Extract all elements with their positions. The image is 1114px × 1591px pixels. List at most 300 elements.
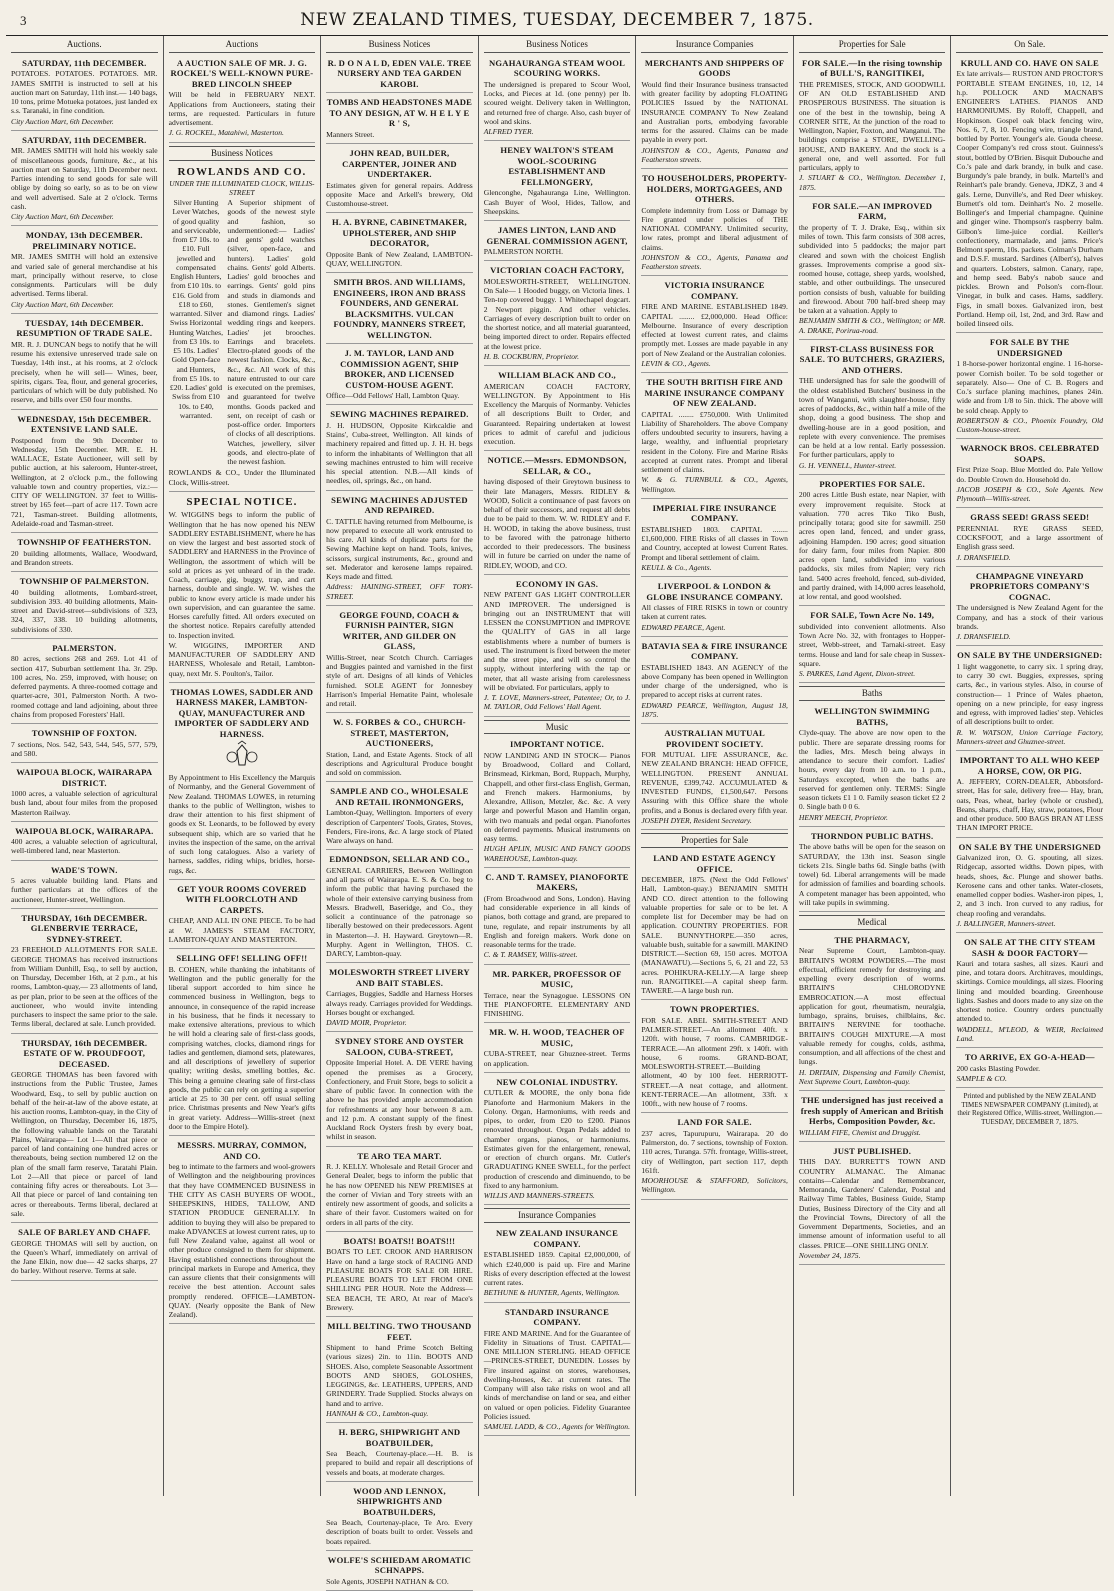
advertisement [484, 56, 631, 141]
royal-arms-icon [223, 741, 261, 771]
ad-signature: J. G. ROCKEL, Matahiwi, Masterton. [168, 128, 284, 138]
ad-signature: JACOB JOSEPH & CO., Sole Agents. New Plymouth—Willis-street. [956, 484, 1104, 504]
ad-signature: WADDELL, M'LEOD, & WEIR, Reclaimed Land. [956, 1024, 1104, 1043]
advertisement [326, 275, 473, 344]
ad-body: 5 acres valuable building land. Plans and further particulars at the offices of the auctioneer, Hunter-street, Wellington. [11, 876, 158, 904]
advertisement [484, 967, 631, 1024]
ad-body: PALMERSTON NORTH. [483, 247, 564, 257]
ad-body: CUBA-STREET, near Ghuznee-street. Terms on application. [483, 1049, 631, 1068]
advertisement [326, 346, 473, 405]
ad-body: Opposite Bank of New Zealand, LAMBTON-QUAY, WELLINGTON. [326, 249, 473, 269]
advertisement [641, 501, 788, 577]
ad-body: GENERAL CARRIERS, Between Wellington and all parts of Wairarapa. E. S. & Co. beg to inform the public that having purchased the whole of their extensive carrying business from Messrs. Bradwell, Baseridge, and Co., they solicit a continuance of the patronage so liberally bestowed on their predecessors. Agent in Masterton—J. H. Hayward. Greytown—R. Murphy. Agent in Wellington, THOS. C. DARCY, Lambton-quay. [326, 865, 473, 959]
advertisement [484, 368, 631, 451]
ad-heading: WOOD AND LENNOX, SHIPWRIGHTS AND BOATBUILDERS, [353, 1485, 446, 1517]
ad-signature: BENJAMIN SMITH & CO., Wellington; or MR. A. DRAKE, Porirua-road. [798, 316, 946, 335]
advertisement [326, 1034, 473, 1146]
advertisement [169, 1138, 316, 1324]
ad-body: THE PREMISES, STOCK, AND GOODWILL OF AN OLD ESTABLISHED AND PROSPEROUS BUSINESS. The situation is one of the best in the township, being A CORNER SITE, At the junction of the road to Wellington, Napier, Foxton, and Wanganui. The buildings comprise a STORE, DWELLING-HOUSE, AND BAKERY. And the stock is a general one, and well assorted. For full particulars, apply to [798, 79, 946, 173]
advertisement [326, 56, 473, 93]
ad-signature: HUGH APLIN, MUSIC AND FANCY GOODS WAREHOUSE, Lambton-quay. [483, 844, 631, 863]
column-4 [479, 36, 637, 1496]
advertisement [11, 316, 158, 410]
advertisement [11, 412, 158, 533]
advertisement [169, 164, 316, 492]
ad-heading: TO HOUSEHOLDERS, PROPERTY-HOLDERS, MORTGAGEES, AND OTHERS. [642, 173, 788, 205]
ad-signature: HANNAH & CO., Lambton-quay. [326, 1408, 429, 1418]
section-heading: Baths [799, 686, 946, 701]
advertisement [799, 1093, 946, 1142]
ad-heading: THORNDON PUBLIC BATHS. [810, 830, 934, 841]
ad-signature: J. STUART & CO., Wellington. December 1, 1875. [798, 173, 946, 192]
ad-heading: FOR SALE, Town Acre No. 149, [810, 610, 935, 621]
ad-signature: City Auction Mart, 6th December. [11, 212, 114, 222]
ad-signature: Address: HAINING-STREET, OFF TORY-STREET. [326, 582, 473, 601]
ad-heading: JUST PUBLISHED. [833, 1145, 912, 1156]
ad-heading: JAMES LINTON, LAND AND GENERAL COMMISSION AGENT, [486, 225, 628, 246]
ad-body: Complete indemnity from Loss or Damage by Fire granted under policies of THE NATIONAL COMPANY. Unlimited security, low rates, prompt and liberal adjustment of claims. [641, 205, 788, 252]
ad-heading: TOWNSHIP OF FOXTON. [31, 728, 137, 739]
ad-heading: VICTORIA INSURANCE COMPANY. [664, 280, 765, 301]
ad-body: 1 light waggonette, to carry six. 1 spring dray, to carry 30 cwt. Buggies, expresses, spring carts, &c., in various styles. Also, in course of construction— 1 Prince of Wales phaeton, opening on a new principle, for easy ingress and egress, with improved ladies' step. Vehicles of all descriptions built to order. [956, 661, 1104, 727]
ad-heading: TOMBS AND HEADSTONES MADE TO ANY DESIGN, AT W. H E L Y E R ' S, [326, 97, 473, 129]
ad-body: Will be held in FEBRUARY NEXT. Applications from Auctioneers, stating their terms, are requested. Particulars in future advertisement. [168, 90, 316, 128]
ad-body: POTATOES. POTATOES. POTATOES. MR. JAMES SMITH is instructed to sell at his auction mart on Saturday, 11th inst.— 140 bags, 10 tons, prime Motueka potatoes, just landed ex s.s. Taranaki, in fine condition. [11, 69, 158, 116]
ad-signature: H. DRITAIN, Dispensing and Family Chemist, Next Supreme Court, Lambton-quay. [798, 1067, 946, 1086]
ad-body: 80 acres, sections 268 and 269. Lot 41 of section 417, Suburban settlement 1ha. 3r. 29p. 100 acres, No. 259, improved, with house; on deferred payments. A three-roomed cottage and quarter-acre, 301, Palmerston North. A two-roomed cottage and land adjoining, about three chains from proposed Foresters' Hall. [11, 654, 158, 719]
advertisement [326, 146, 473, 213]
section-heading: Insurance Companies [484, 1208, 631, 1223]
ad-body: A Superior shipment of goods of the newest style and fashion, so undermentioned:— Ladies' and gents' gold watches (silver, open-face, and hunters). Ladies' gold chains. Gents' gold Alberts. Ladies' gold brooches and earrings. Gents' gold pins and studs in diamonds and stones. Gentlemen's signet and diamond rings. Ladies' wedding rings and keepers. Ladies' jet brooches. Earrings and bracelets. Electro-plated goods of the newest fashion. Clocks, &c., &c., &c. All work of this nature entrusted to our care is executed on the premises, and guaranteed for twelve months. Goods packed and sent, on receipt of cash or post-office order. Importers of clocks of all descriptions. Watches, jewellery, silver goods, and electro-plate of the newest fashion. [227, 198, 316, 467]
ad-heading: THE SOUTH BRITISH FIRE AND MARINE INSURANCE COMPANY OF NEW ZEALAND. [644, 377, 785, 409]
column-1 [6, 36, 164, 1496]
ad-heading: WAIPOUA BLOCK, WAIRARAPA DISTRICT. [16, 767, 153, 788]
ad-heading: IMPERIAL FIRE INSURANCE COMPANY. [652, 502, 777, 524]
advertisement [641, 1115, 788, 1199]
ad-heading: R. D O N A L D, EDEN VALE. TREE NURSERY AND TEA GARDEN KAROBI. [327, 57, 472, 89]
ad-signature: JOHNSTON & CO., Agents, Panama and Featherston streets. [641, 145, 788, 164]
advertisement [11, 726, 158, 763]
ad-body: ESTABLISHED 1843. AN AGENCY of the above Company has been opened in Wellington under charge of the undersigned, who is prepared to accept risks at current rates. [641, 662, 788, 700]
ad-signature: J. BALLINGER, Manners-street. [956, 918, 1056, 928]
ad-body: Sea Beach, Courtenay-place.—H. B. is prepared to build and repair all descriptions of vessels and boats, at moderate charges. [326, 1449, 473, 1477]
ad-body: CAPITAL ........ £750,000. With Unlimited Liability of Shareholders. The above Company offers undoubted security to insurers, having a large, wealthy, and influential proprietary resident in the Colony. Fire and Marine Risks accepted at current rates. Prompt and liberal settlement of claims. [641, 409, 788, 475]
ad-body: 7 sections, Nos. 542, 543, 544, 545, 577, 579, and 580. [11, 739, 158, 758]
ad-heading: SALE OF BARLEY AND CHAFF. [18, 1227, 151, 1238]
ad-heading: MILL BELTING. TWO THOUSAND FEET. [327, 1321, 472, 1342]
ad-heading: MESSRS. MURRAY, COMMON, AND CO. [177, 1140, 307, 1161]
ad-heading: VICTORIAN COACH FACTORY, [490, 265, 624, 276]
ad-body: Kauri and totara sashes, all sizes. Kauri and pine, and totara doors. Architraves, mouldings, skirtings. Cornice mouldings, all sizes. Flooring lining and moulded boarding. Greenhouse lights. Sashes and doors made to any size on the shortest notice. Country orders punctually attended to. [956, 958, 1104, 1024]
ad-body: 237 acres, Tapurupuru, Wairarapa. 20 do Palmerston, do. 7 sections, township of Foxton. 110 acres, Turanga. 57ft. frontage, Willis-street, city of Wellington, part section 117, depth 161ft. [641, 1128, 788, 1175]
ad-body: Lambton-Quay, Wellington. Importers of every description of Carpenters' Tools, Grates, Stoves, Fenders, Fire-irons, &c. A large stock of Plated Ware always on hand. [326, 808, 473, 846]
ad-heading: THURSDAY, 16th DECEMBER. ESTATE OF W. PROUDFOOT, DECEASED. [21, 1037, 148, 1069]
advertisement [169, 951, 316, 1136]
ad-body: R. J. KELLY. Wholesale and Retail Grocer and General Dealer, begs to inform the public that he has now OPENED his NEW PREMISES at the corner of Vivian and Tory streets with an entirely new assortment of goods, and solicits a share of their favor. Customers waited on for orders in all parts of the city. [326, 1162, 473, 1227]
ad-body: First Prize Soap. Blue Mottled do. Pale Yellow do. Double Crown do. Household do. [956, 465, 1104, 484]
ad-body: A. JEFFERY, CORN-DEALER, Abbotsford-street, Has for sale, delivery free— Hay, bran, oats, Peas, wheat, barley (whole or crushed), Beans, sharps, chaff, Hay, straw, potatoes, Flour and other produce. 500 BAGS BRAN AT LESS THAN IMPORT PRICE. [956, 777, 1104, 833]
columns [6, 36, 1108, 1586]
ad-body: J. H. HUDSON, Opposite Kirkcaldie and Stains', Cuba-street, Wellington. All kinds of machinery repaired and fitted up. J. H. H. begs to inform the inhabitants of Wellington that all sewing machines entrusted to him will receive his special attention. N.B.—All kinds of needles, oil, springs, &c., on hand. [326, 420, 473, 486]
ad-heading: NEW COLONIAL INDUSTRY. [496, 1076, 618, 1087]
column-2 [164, 36, 322, 1496]
ad-heading: SPECIAL NOTICE. [186, 495, 298, 508]
advertisement [169, 56, 316, 143]
ad-body: Would find their Insurance business transacted with greater facility by adopting FLOATING POLICIES Issued by the NATIONAL INSURANCE COMPANY To New Zealand and Australian ports, embodying favorable terms for the assured. Claims can be made payable in every port. [641, 79, 788, 145]
advertisement [799, 933, 946, 1091]
advertisement [326, 1149, 473, 1232]
ad-body: Silver Hunting Lever Watches, of good quality and serviceable, from £7 10s. to £10. Full jewelled and compensated English Hunters, from £10 10s. to £16. Gold from £18 to £60, warranted. Silver Swiss Horizontal Hunting Watches, from £3 10s. to £5 10s. Ladies' Gold Open-face and Hunters, from £5 10s. to £20. Ladies' gold Swiss from £10 10s. to £40, warranted. [168, 198, 224, 420]
ad-heading: FOR SALE BY THE UNDERSIGNED [989, 337, 1070, 358]
column-heading: Properties for Sale [799, 38, 946, 53]
ad-signature: ALFRED TYER. [483, 127, 534, 137]
ad-heading: TE ARO TEA MART. [357, 1150, 442, 1161]
ad-signature: J. DRANSFIELD. [956, 632, 1011, 642]
ad-body: Willis-Street, near Scotch Church. Carriages and Buggies painted and varnished in the first style of art. Designs of all kinds of Vehicles furnished. SOLE AGENT for Jonnesbey Harrison's Imperial Hematite Paint, wholesale and retail. [326, 652, 473, 709]
ad-heading: PROPERTIES FOR SALE. [819, 478, 925, 489]
advertisement [484, 870, 631, 965]
advertisement [641, 639, 788, 724]
advertisement [956, 648, 1103, 751]
column-heading: Insurance Companies [641, 38, 788, 53]
ad-signature: JOHNSTON & CO., Agents, Panama and Featherston streets. [641, 252, 788, 272]
advertisement [641, 375, 788, 499]
ad-body: Sea Beach, Courtenay-place, Te Aro. Every description of boats built to order. Vessels and boats repaired. [326, 1518, 473, 1546]
column-6 [794, 36, 952, 1496]
ad-heading: SEWING MACHINES ADJUSTED AND REPAIRED. [331, 494, 468, 516]
advertisement [11, 574, 158, 639]
ad-heading: SYDNEY STORE AND OYSTER SALOON, CUBA-STREET, [335, 1036, 464, 1057]
ad-heading: MERCHANTS AND SHIPPERS OF GOODS [644, 57, 785, 79]
ad-heading: NOTICE.—Messrs. EDMONDSON, SELLAR, & CO., [487, 455, 627, 476]
ad-signature: SAMPLE & CO. [956, 1073, 1007, 1083]
ad-signature: G. H. VENNELL, Hunter-street. [798, 460, 897, 470]
advertisement [326, 852, 473, 963]
advertisement [799, 1144, 946, 1265]
advertisement [326, 493, 473, 606]
advertisement [799, 608, 946, 683]
advertisement [326, 1319, 473, 1423]
ad-heading: THE undersigned has just received a fresh supply of American and British Herbs, Composition Powder, &c. [800, 1095, 944, 1127]
advertisement [799, 199, 946, 340]
ad-heading: NEW ZEALAND INSURANCE COMPANY. [496, 1228, 619, 1249]
ad-heading: ON SALE BY THE UNDERSIGNED [958, 841, 1101, 852]
column-heading: Business Notices [484, 38, 631, 53]
column-heading: Auctions [169, 38, 316, 53]
ad-body: MR. JAMES SMITH will hold his weekly sale of miscellaneous goods, furniture, &c., at his auction mart on Saturday, 11th December next. Parties intending to send goods for sale will oblige by doing so early, so as to be on view and well advertised. Sale at 2 o'clock. Terms cash. [11, 146, 158, 211]
ad-body: CUTLER & MOORE, the only bona fide Pianoforte and Harmonium Makers in the Colony. Organ, Harmoniums, with reeds and pipes, to order, from £20 to £200. Pianos renovated throughout. Organ Pedals added to chamber organs, pianos, or harmoniums. Estimates given for the enlargement, renewal, or erection of church organs. Mr. Cutler's GRADUATING KNEE SWELL, for the perfect production of crescendo and diminuendo, to be fixed to any harmonium. [483, 1088, 631, 1190]
advertisement [641, 171, 788, 276]
ad-body: Terrace, near the Synagogue. LESSONS ON THE PIANOFORTE. ELEMENTARY AND FINISHING. [483, 990, 631, 1019]
ad-body: The undersigned is New Zealand Agent for the Company, and has a stock of their various brands. [956, 603, 1104, 631]
advertisement [11, 824, 158, 861]
ad-heading: THOMAS LOWES, SADDLER AND HARNESS MAKER, LAMBTON-QUAY, MANUFACTURER AND IMPORTER OF SADDLERY AND HARNESS. [170, 686, 314, 739]
advertisement [484, 1025, 631, 1072]
ad-heading: GEORGE FOUND, COACH & FURNISH PAINTER, SIGN WRITER, AND GILDER ON GLASS, [339, 609, 460, 652]
advertisement [11, 56, 158, 131]
ad-body: Ex late arrivals— RUSTON AND PROCTOR'S PORTABLE STEAM ENGINES, 10, 12, 14 h.p. POLLOCK AND MACNAB'S ENGINEER'S LATHES. PIANOS AND HARMONIUMS. By Roloff, Chappell, and Hopkinson. Gospel oak black fencing wire, Nos. 6, 7, 8, 10. Fencing wire, triangle brand, bottled by Porter. Younger's ale. Gouda cheese. Cooper Company's red cross stout. Guinness's stout, bottled by O'Brien. Bisquit Dubouche and Co.'s pale and dark brandy, in bulk and case. Burgundy's pale brandy, in bulk. Martell's and Reinhart's pale brandy. Geneva, JDKZ, 3 and 4 gals. Lerne, Dunville's, and Red Deer whiskey. Burnett's old tom. Deinhart's No. 2 moselle. Bollinger's and Imperial champagne. Quinine and ginger wine. Thompson's raspberry balm. Gilbon's lime-juice cordial. Keiller's confectionery, marmalade, and jams. Price's Belmont sperm, 10s. packets. Colman's Durham and D.S.F. mustard. Sardines (Albert's), halves and quarters. Lobsters, salmon. Canary, rape, and hemp seed. Baby's nabob sauce and pickles. Brown and Polson's corn-flour. Vinegar, in bulk and cases. Hams, saddlery. Figs, in small boxes. Galvanized iron, best Portland. Hemp oil, 1st, 2nd, and 3rd. Raw and boiled linseed oils. [956, 69, 1104, 329]
ad-body: GEORGE THOMAS has been favored with instructions from the Public Trustee, James Woodward, Esq., to sell by public auction on behalf of the heir-at-law of the above estate, at his auction rooms, Lambton-quay, in the City of Wellington, on Thursday, December 16, 1875, the following valuable lands on the Taratahi Plains, Wairarapa— Lot 1—All that piece or parcel of land containing one hundred acres or thereabouts, being section numbered 12 on the plan of the small farm reserve, Taratahi Plain. Lot 2—All that piece or parcel of land containing fifty acres or thereabouts. Lot 3—All that piece or parcel of land containing ten acres or thereabouts. Terms liberal, declared at sale. [11, 1070, 158, 1218]
advertisement [326, 1484, 473, 1551]
ad-heading: MR. PARKER, PROFESSOR OF MUSIC, [492, 968, 622, 990]
ad-signature: EDWARD PEARCE, Agent. [641, 622, 726, 632]
ad-heading: SATURDAY, 11th DECEMBER. [22, 134, 147, 145]
page-number: 3 [20, 13, 27, 28]
advertisement [641, 851, 788, 1000]
advertisement [641, 1002, 788, 1113]
advertisement [956, 935, 1103, 1048]
ad-body: FOR MUTUAL LIFE ASSURANCE, &c. NEW ZEALAND BRANCH: HEAD OFFICE, WELLINGTON. PRESENT ANNUAL REVENUE, £399,742. ACCUMULATED & INVESTED FUNDS, £1,500,647. Persons Assuring with this Office share the whole profits, and a Bonus is declared every fifth year. [641, 750, 788, 815]
advertisement [326, 1553, 473, 1591]
ad-body: PERENNIAL RYE GRASS SEED, COCKSFOOT, and a large assortment of English grass seed. [956, 523, 1104, 552]
column-heading: On Sale. [956, 38, 1103, 53]
ad-heading: ROWLANDS AND CO. [177, 165, 307, 178]
ad-heading: LIVERPOOL & LONDON & GLOBE INSURANCE COMPANY. [646, 581, 783, 602]
ad-heading: STANDARD INSURANCE COMPANY. [505, 1306, 609, 1328]
ad-body: Opposite Imperial Hotel. A. DE VERE having opened the premises as a Grocery, Confectionery, and Fruit Store, begs to solicit a share of public favor. In connection with the above he has provided ample accommodation for refreshments at any hour between 8 a.m. and 12 p.m. A constant supply of the finest Auckland Rock Oysters fresh by every boat, whilst in season. [326, 1058, 473, 1142]
ad-body: Carriages, Buggies, Saddle and Harness Horses always ready. Carriages provided for Weddings. Horses bought or exchanged. [326, 989, 473, 1017]
ad-heading: TOWNSHIP OF FEATHERSTON. [17, 537, 152, 548]
ad-body: Postponed from the 9th December to Wednesday, 15th December. MR. E. H. WALLACE, Estate Auctioneer, will sell by public auction, at his saleroom, Hunter-street, Wellington, at 2 o'clock p.m., the following valuable town and country properties, viz.:— CITY OF WELLINGTON. 37 feet to Willis-street by 165 feet—part of acre 117. Town acre 721, Tasman-street. Building allotments, Adelaide-road and Tasman-street. [11, 435, 158, 528]
ad-body: 200 acres Little Bush estate, near Napier, with every improvement requisite. Stock at valuation. 770 acres Tiko Tiko Bush, principally totara; good site for sawmill. 250 acres open land, fenced, and under grass, adjoining Hampden. 190 acres; good situation for dairy farm, four miles from Napier. 800 acres open land, subdivided into various paddocks, six miles from Napier; very rich land. 5400 acres freehold, fenced, sub-divided, and partly drained, with 14,000 acres leasehold, at low rental, and good woolshed. [798, 490, 946, 602]
ad-signature: WILLIAM FIFE, Chemist and Druggist. [798, 1127, 921, 1137]
advertisement [484, 263, 631, 366]
advertisement [11, 228, 158, 313]
advertisement [326, 715, 473, 782]
ad-body: C. TATTLE having returned from Melbourne, is now prepared to execute all work entrusted to his care. All kinds of duplicate parts for the Sewing Machine kept on hand. Tools, knives, scissors, surgical instruments, &c., ground and set. Mederator and kerosene lamps repaired. Keys made and fitted. [326, 516, 473, 582]
ad-heading: C. AND T. RAMSEY, PIANOFORTE MAKERS, [485, 871, 629, 893]
advertisement [326, 965, 473, 1032]
ad-heading: WAIPOUA BLOCK, WAIRARAPA. [15, 825, 154, 836]
ad-body: Galvanized iron, O. G. spouting, all sizes. Ridgecap, assorted widths. Down pipes, with heads, shoes, &c. Plunge and shower baths. Kerosene cans and other tanks. Water-closets, enamelled copper bodies. Washer-iron pipes, 1, 2, and 3 inch. Iron curved to any radius, for cheap roofing and verandahs. [956, 853, 1104, 918]
ad-body: NOW LANDING AND IN STOCK— Pianos by Broadwood, Collard and Collard, Brinsmead, Kirkman, Bord, Ruppach, Murphy, Chappell, and other first-class English, German, and French makers. Harmoniums, by Alexandre, Allison, Metzler, &c. &c. A very large and powerful Mason and Hamlin organ, with two manuals and pedal organ. Pianofortes on deferred payments. Musical instruments on easy terms. [483, 750, 631, 844]
ad-body: AMERICAN COACH FACTORY, WELLINGTON. By Appointment to His Excellency the Marquis of Normanby. Vehicles of all descriptions Built to Order, and Guaranteed. Repairing undertaken at lowest prices to admit of careful and judicious execution. [483, 381, 631, 447]
ad-signature: ROBERTSON & CO., Phoenix Foundry, Old Custom-house-street. [956, 415, 1104, 435]
ad-heading: WADE'S TOWN. [51, 864, 118, 875]
advertisement [11, 765, 158, 822]
ad-heading: TOWN PROPERTIES. [670, 1004, 760, 1015]
ad-body: Sole Agents, JOSEPH NATHAN & CO. [326, 1576, 449, 1586]
ad-heading: SAMPLE AND CO., WHOLESALE AND RETAIL IRONMONGERS, [330, 786, 469, 807]
ad-heading: TUESDAY, 14th DECEMBER. RESUMPTION OF TRADE SALE. [16, 317, 153, 339]
ad-heading: W. S. FORBES & CO., CHURCH-STREET, MASTERTON, AUCTIONEERS, [333, 717, 466, 749]
ad-heading: BATAVIA SEA & FIRE INSURANCE COMPANY. [641, 640, 788, 662]
ad-heading: A AUCTION SALE OF MR. J. G. ROCKEL'S WELL-KNOWN PURE-BRED LINCOLN SHEEP [170, 57, 314, 89]
ad-heading: FIRST-CLASS BUSINESS FOR SALE. TO BUTCHERS, GRAZIERS, AND OTHERS. [799, 343, 945, 375]
advertisement [956, 335, 1103, 439]
ad-body: MR. R. J. DUNCAN begs to notify that he will resume his extensive unreserved trade sale on Tuesday, 14th inst., at his rooms, at 2 o'clock precisely, when he will sell— Wines, beer, spirits, cigars. Tea, flour, and general groceries, particulars of which will be duly published. No reserve, and bills over £50 four months. [11, 339, 158, 405]
ad-heading: EDMONDSON, SELLAR AND CO., [329, 854, 470, 865]
ad-heading: FOR SALE.—AN IMPROVED FARM, [812, 200, 933, 222]
ad-signature: C. & T. RAMSEY, Willis-street. [483, 950, 578, 960]
ad-heading: GRASS SEED! GRASS SEED! [970, 512, 1090, 523]
ad-heading: LAND AND ESTATE AGENCY OFFICE. [653, 853, 776, 874]
advertisement [956, 753, 1103, 837]
ad-heading: JOHN READ, BUILDER, CARPENTER, JOINER AND UNDERTAKER. [342, 148, 457, 180]
ad-heading: AUSTRALIAN MUTUAL PROVIDENT SOCIETY. [664, 728, 765, 749]
ad-signature: W. & G. TURNBULL & CO., Agents, Wellington. [641, 475, 788, 494]
ad-heading: SATURDAY, 11th DECEMBER. [22, 57, 147, 68]
ad-body: FOR SALE. ABEL SMITH-STREET AND PALMER-STREET.—An allotment 40ft. x 120ft. with house, 7 rooms. CAMBRIDGE-TERRACE.—An allotment 29ft. x 140ft. with house, 6 rooms. GRAND-BOAT, MOLESWORTH-STREET.—Building allotment, 40 by 100 feet. HERRIOTT-STREET.—A neat cottage, and allotment. KENT-TERRACE.—An allotment, 33ft. x 100ft., with new house of 7 rooms. [641, 1015, 788, 1109]
advertisement [484, 1305, 631, 1437]
ad-body: The undersigned is prepared to Scour Wool, Locks, and Pieces at 1d. (one penny) per lb. scoured weight. Delivery taken in Wellington, and returned free of charge. Also, cash buyer of wool and skins. [483, 79, 631, 126]
advertisement [326, 215, 473, 273]
column-heading: Business Notices [326, 38, 473, 53]
ad-body: MR. JAMES SMITH will hold an extensive and varied sale of general merchandise at his mart, principally without reserve, to close consignments. Particulars will be duly advertised. Terms liberal. [11, 252, 158, 299]
advertisement [484, 577, 631, 717]
ad-signature: MOORHOUSE & STAFFORD, Solicitors, Wellington. [641, 1176, 788, 1195]
advertisement [169, 494, 316, 683]
ad-body: Office—Odd Fellows' Hall, Lambton Quay. [326, 391, 460, 401]
advertisement [11, 133, 158, 226]
advertisement [484, 737, 631, 867]
advertisement [799, 829, 946, 912]
ad-body: NEW PATENT GAS LIGHT CONTROLLER AND IMPROVER. The undersigned is bringing out an INSTRUMENT that will LESSEN the CONSUMPTION and IMPROVE the QUALITY of GAS in all large establishments where a number of burners is used. The instrument is fixed between the meter and the street pipe, and will so control the supply, without interfering with the tap or meter, that all waste arising from carelessness will be obviated. For particulars, apply to [483, 590, 631, 692]
ad-heading: SELLING OFF! SELLING OFF!! [176, 953, 308, 964]
column-5 [636, 36, 794, 1496]
ad-signature: KEULL & Co., Agents. [641, 562, 712, 572]
page-title: NEW ZEALAND TIMES, TUESDAY, DECEMBER 7, 1875. [300, 10, 814, 30]
ad-body: All classes of FIRE RISKS in town or country taken at current rates. [641, 603, 788, 622]
ad-body: 1 8-horse-power horizontal engine. 1 16-horse-power Cornish boiler. To be sold together or separately. Also— One of C. B. Rogers and Co.'s surface planing machines, planes 24in. wide and from 1/8 to 5in. thick. The above will be sold cheap. Apply to [956, 359, 1104, 415]
advertisement [799, 56, 946, 197]
ad-body: CHEAP, AND ALL IN ONE PIECE. To be had at W. JAMES'S STEAM FACTORY, LAMBTON-QUAY AND MASTERTON. [168, 916, 316, 944]
ad-body: 23 FREEHOLD ALLOTMENTS FOR SALE. GEORGE THOMAS has received instructions from William Dunhill, Esq., to sell by auction, on Thursday, December 16th, at 2 p.m., at his rooms, Lambton-quay,— 23 allotments of land, as per plan, prior to be seen at the offices of the auctioneer, who would invite intending purchasers to inspect the same prior to the sale. Terms liberal, declared at sale. Lunch provided. [11, 945, 158, 1029]
ad-body: 200 casks Blasting Powder. [956, 1063, 1040, 1073]
ad-signature: DAVID MOIR, Proprietor. [326, 1018, 407, 1028]
advertisement [169, 882, 316, 949]
ad-heading: CHAMPAGNE VINEYARD PROPRIETORS COMPANY'S COGNAC. [969, 570, 1090, 602]
ad-subheading: UNDER THE ILLUMINATED CLOCK, WILLIS-STREET [169, 179, 315, 198]
ad-body: BOATS TO LET. CROOK AND HARRISON Have on hand a large stock of RACING AND PLEASURE BOATS FOR SALE OR HIRE. PLEASURE BOATS TO LET FROM ONE SHILLING PER HOUR. Note the Address— SEA BEACH, TE ARO, At rear of Mace's Brewery. [326, 1247, 473, 1312]
ad-body: ESTABLISHED 1859. Capital £2,000,000, of which £240,000 is paid up. Fire and Marine Risks of every description effected at the lowest current rates. [483, 1250, 631, 1288]
advertisement [956, 840, 1103, 933]
advertisement [799, 704, 946, 826]
advertisement [799, 342, 946, 475]
ad-body: subdivided into convenient allotments. Also Town Acre No. 32, with frontages to Hopper-street, Webb-street, and Tarnaki-street. Easy terms. House and land for sale cheap in Sussex-square. [798, 621, 946, 668]
advertisement [956, 441, 1103, 508]
section-heading: Properties for Sale [641, 833, 788, 848]
ad-heading: THURSDAY, 16th DECEMBER. GLENBERVIE TERRACE, SYDNEY-STREET. [21, 912, 148, 944]
ad-heading: MR. W. H. WOOD, TEACHER OF MUSIC, [489, 1027, 625, 1048]
ad-heading: SEWING MACHINES REPAIRED. [330, 409, 469, 420]
advertisement [11, 1036, 158, 1223]
advertisement [11, 1225, 158, 1280]
ad-heading: THE PHARMACY, [834, 934, 910, 945]
ad-heading: ECONOMY IN GAS. [515, 578, 599, 589]
ad-signature: J. DRANSFIELD. [956, 552, 1011, 562]
ad-body: Near Supreme Court, Lambton-quay. BRITAIN'S WORM POWDERS.—The most effectual, efficient remedy for destroying and expelling every description of worms. BRITAIN'S CHLORODYNE EMBROCATION.—A most effectual application for gout, rheumatism, neuralgia, lumbago, sprains, bruises, chilblains, &c. BRITAIN'S NERVINE for toothache. BRITAIN'S COUGH MIXTURE.—A most valuable remedy for coughs, colds, asthma, consumption, and all affections of the chest and lungs. [798, 946, 946, 1067]
column-3 [321, 36, 479, 1586]
ad-signature: LEVIN & CO., Agents. [641, 358, 711, 368]
ad-body: Station, Land, and Estate Agents. Stock of all descriptions and Agricultural Produce bought and sold on commission. [326, 749, 473, 778]
ad-heading: SMITH BROS. AND WILLIAMS, ENGINEERS, IRON AND BRASS FOUNDERS, AND GENERAL BLACKSMITHS. VULCAN FOUNDRY, MANNERS STREET, WELLINGTON. [333, 277, 466, 340]
ad-body: W. WIGGINS begs to inform the public of Wellington that he has now opened his NEW SADDLERY ESTABLISHMENT, where he has on view the largest and best assorted stock of SADDLERY and HARNESS in the Province of Wellington, the assortment of which will be sold at prices as yet unheard of in the trade. Coach, carriage, gig, buggy, trap, and cart harness, double and single. W. W. wishes the public to know every article is made under his own supervision, and can guarantee the same. Horses carefully fitted. All orders executed on the shortest notice. Repairs carefully attended to. Inspection invited. [168, 510, 316, 640]
ad-signature: EDWARD PEARCE, Wellington, August 18, 1875. [641, 700, 788, 719]
ad-body: 20 building allotments, Wallace, Woodward, and Brandon streets. [11, 548, 158, 567]
advertisement [641, 726, 788, 830]
ad-body: 400 acres, a valuable selection of agricultural, well-timbered land, near Masterton. [11, 837, 158, 856]
column-7 [951, 36, 1108, 1496]
ad-body: The above baths will be open for the season on SATURDAY, the 13th inst. Season single tickets 21s. Single baths 6d. Single baths (with towel) 6d. Liberal arrangements will be made for admission of families and boarding schools. A competent manager has been appointed, who will take pupils in swimming. [798, 842, 946, 907]
ad-signature: City Auction Mart, 6th December. [11, 116, 114, 126]
ad-body: Glenconghe, Ngahauranga Line, Wellington. Cash Buyer of Wool, Hides, Tallow, and Sheepskins. [483, 188, 631, 216]
ad-heading: ON SALE BY THE UNDERSIGNED: [957, 650, 1103, 661]
ad-signature: S. PARKES, Land Agent, Dixon-street. [798, 669, 916, 679]
ad-heading: LAND FOR SALE. [677, 1117, 752, 1128]
ad-body: FIRE AND MARINE. ESTABLISHED 1849. CAPITAL ........ £2,000,000. Head Office: Melbourne. Insurance of every description effected at lowest current rates, and claims promptly met. Losses are made payable in any port of New Zealand or the Australian colonies. [641, 302, 788, 358]
section-heading: Medical [799, 915, 946, 930]
ad-body: DECEMBER, 1875. (Next the Odd Fellows' Hall, Lambton-quay.) BENJAMIN SMITH AND CO. direct attention to the following valuable properties for sale or to be let. A complete list for December may be had on application. COUNTRY PROPERTIES. FOR SALE. BUNNYTHORPE.—350 acres, valuable bush, suitable for a sawmill. MAKINO DISTRICT.—Section 69, 150 acres. MOTOA (MANAWATU).—Sections 5, 6, 21 and 22, 53 acres. POHIKURA-KELLY.—A large sheep run. RANGITIKEI.—A capital sheep farm. TAWERE.—A large bush run. [641, 875, 788, 996]
ad-heading: WARNOCK BROS. CELEBRATED SOAPS. [960, 443, 1100, 464]
ad-signature: WILLIS AND MANNERS-STREETS. [483, 1191, 595, 1201]
advertisement [326, 1234, 473, 1317]
ad-body: FIRE AND MARINE. And for the Guarantee of Fidelity in Situations of Trust. CAPITAL—ONE MILLION STERLING. HEAD OFFICE—PRINCES-STREET, DUNEDIN. Losses by Fire insured against on stores, warehouses, dwelling-houses, &c. at current rates. The Company will also take risks on wool and all kinds of merchandise on land or sea, and either on valued or open policies. Fidelity Guarantee Policies issued. [483, 1328, 631, 1421]
ad-heading: WEDNESDAY, 15th DECEMBER. EXTENSIVE LAND SALE. [17, 413, 152, 435]
imprint: Printed and published by the NEW ZEALAND TIMES NEWSPAPER COMPANY (Limited), at their Registered Office, Willis-street, Wellington.—TUESDAY, DECEMBER 7, 1875. [957, 1092, 1103, 1126]
ad-signature: SAMUEL LADD, & CO., Agents for Wellington. [483, 1422, 630, 1432]
advertisement [11, 535, 158, 572]
advertisement [326, 784, 473, 850]
section-heading: Music [484, 720, 631, 735]
ad-heading: WILLIAM BLACK AND CO., [498, 370, 616, 381]
ad-heading: FOR SALE.—In the rising township of BULL'S, RANGITIKEI, [802, 57, 943, 79]
ad-body: THIS DAY. BURRETT'S TOWN AND COUNTRY ALMANAC. The Almanac contains—Calendar and Remembrancer, Memoranda, Gardeners' Calendar, Postal and Railway Time Tables, Business Guide, Stamp Duties, Business Directory of the City and all the Provincial Towns, Directory of all the Government Departments, Societies, and an immense amount of information useful to all classes. PRICE—ONE SHILLING ONLY. [798, 1157, 946, 1250]
column-heading: Auctions. [11, 38, 158, 53]
ad-signature: W. WIGGINS, IMPORTER AND MANUFACTURER OF SADDLERY AND HARNESS, Wholesale and Retail, Lambton-quay, next Mr. S. Poulton's, Tailor. [168, 640, 316, 678]
ad-signature: City Auction Mart, 6th December. [11, 299, 114, 309]
ad-heading: HENEY WALTON'S STEAM WOOL-SCOURING ESTABLISHMENT AND FELLMONGERY, [500, 145, 614, 187]
advertisement [641, 579, 788, 637]
advertisement [484, 1226, 631, 1302]
ad-signature: JOSEPH DYER, Resident Secretary. [641, 815, 752, 825]
ad-body: (From Broadwood and Sons, London). Having had considerable experience in all kinds of pianos, both cottage and grand, are prepared to tune, regulate, and repair instruments by all English and foreign makers. Work done on reasonable terms for the trade. [483, 893, 631, 950]
advertisement [484, 1075, 631, 1205]
ad-heading: TO ARRIVE, EX GO-A-HEAD— [964, 1052, 1095, 1063]
ad-heading: NGAHAURANGA STEAM WOOL SCOURING WORKS. [489, 57, 626, 79]
advertisement [11, 641, 158, 724]
ad-body: By Appointment to His Excellency the Marquis of Normanby, and the General Government of New Zealand. THOMAS LOWES, in returning thanks to the public of Wellington, wishes to draw their attention to his first shipment of goods ex St. Leonards, to be followed by every subsequent ship, which are so varied that he invites the inspection of the same, on the arrival of such long catalogues. Also a variety of harness, saddles, riding whips, bridles, horse-rugs, &c. [168, 773, 316, 875]
advertisement [956, 56, 1103, 333]
advertisement [326, 1425, 473, 1482]
ad-heading: WOLFE'S SCHIEDAM AROMATIC SCHNAPPS. [327, 1554, 472, 1576]
advertisement [484, 453, 631, 574]
ad-signature: J. T. LOVE, Manners-street, Patentee; Or, to J. M. TAYLOR, Odd Fellows' Hall Agent. [483, 693, 631, 712]
ad-heading: IMPORTANT TO ALL WHO KEEP A HORSE, COW, OR PIG. [959, 755, 1100, 776]
advertisement [641, 56, 788, 169]
ad-body: Manners Street. [326, 129, 375, 139]
advertisement [11, 863, 158, 909]
ad-heading: MOLESWORTH STREET LIVERY AND BAIT STABLES. [329, 967, 470, 988]
ad-heading: KRULL AND CO. HAVE ON SALE [960, 57, 1099, 68]
advertisement [641, 278, 788, 373]
ad-heading: GET YOUR ROOMS COVERED WITH FLOORCLOTH AND CARPETS. [177, 883, 307, 915]
masthead [6, 6, 1108, 36]
ad-heading: J. M. TAYLOR, LAND AND COMMISSION AGENT, SHIP BROKER, AND LICENSED CUSTOM-HOUSE AGENT. [340, 348, 459, 390]
ad-body: the property of T. J. Drake, Esq., within six miles of town. This farm consists of 308 acres, subdivided into 5 paddocks; the major part cleared and sown with the choicest English grasses. Improvements comprise a good six-roomed house, cottage, sheep yards, woolshed, stable, and other outbuildings. The unsecured portion consists of bush, valuable for building and firewood. About 700 half-bred sheep may be taken at a valuation. Apply to [798, 222, 946, 316]
ad-body: MOLESWORTH-STREET, WELLINGTON. On Sale— 1 Hooded buggy, on Victoria lines. 1 Ten-top covered buggy. 1 Whitechapel dogcart. 2 Newport piggin. And other vehicles. Carriages of every description built to order on the shortest notice, and all material guaranteed, being imported direct to order. Repairs effected at the lowest price. [483, 276, 631, 351]
ad-body: B. COHEN, while thanking the inhabitants of Wellington and the public generally for the liberal support accorded to him since he commenced business in Wellington, begs to announce, in consequence of the rapid increase in his business, that he finds it necessary to make extensive alterations, previous to which he will hold a clearing sale of first-class goods, comprising watches, clocks, diamond rings for ladies and gentlemen, diamond sets, platewares, and all descriptions of jewellery of superior quality; writing desks, smelling bottles, &c. This being a genuine clearing sale of first-class goods, the public can rely on getting a superior article at 25 to 30 per cent. off usual selling price. Christmas presents and New Year's gifts in great variety. Address—Willis-street (next door to the Empire Hotel). [168, 964, 316, 1131]
ad-signature: H. B. COCKBURN, Proprietor. [483, 351, 580, 361]
advertisement [956, 1050, 1103, 1088]
ad-heading: TOWNSHIP OF PALMERSTON. [19, 576, 149, 587]
ad-heading: BOATS! BOATS!! BOATS!!! [343, 1235, 456, 1246]
ad-body: Shipment to hand Prime Scotch Belting (various sizes) 2in. to 11in. BOOTS AND SHOES. Also, complete Seasonable Assortment BOOTS AND SHOES, GOLOSHES, LEGGINGS, &c. LEATHERS, UPPERS, AND GRINDERY. Trade Supplied. Stocks always on hand and to arrive. [326, 1343, 473, 1408]
advertisement [799, 477, 946, 606]
ad-signature: ROWLANDS & CO., Under the Illuminated Clock, Willis-street. [168, 468, 316, 487]
advertisement [956, 510, 1103, 566]
section-heading: Business Notices [169, 146, 316, 161]
